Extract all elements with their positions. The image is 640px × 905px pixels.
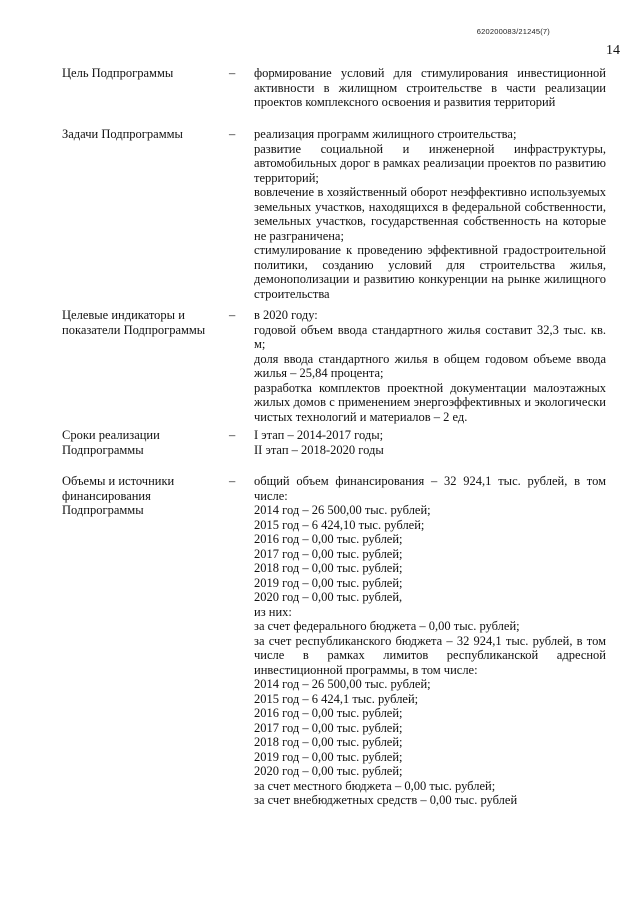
row-label: Сроки реализации Подпрограммы — [62, 428, 160, 457]
text-line: стимулирование к проведению эффективной градостроительной политики, созданию условий для строительства жилья, демонополизации и развитию конкуренции на рынке жилищного строительства — [254, 243, 606, 301]
text-line: 2019 год – 0,00 тыс. рублей; — [254, 575, 403, 590]
text-line: вовлечение в хозяйственный оборот неэффективно используемых земельных участков, находящихся в федеральной собственности, земельных участков, государственная собственность на которые не разграничена; — [254, 185, 606, 243]
text-line: 2017 год – 0,00 тыс. рублей; — [254, 720, 403, 735]
row-dash: – — [229, 127, 236, 141]
row-text — [254, 66, 606, 110]
text-line: 2016 год – 0,00 тыс. рублей; — [254, 706, 403, 720]
text-line: 2014 год – 26 500,00 тыс. рублей; — [254, 677, 431, 691]
row-text — [254, 127, 606, 301]
text-line: в 2020 году: — [254, 308, 318, 322]
row-dash: – — [229, 474, 236, 488]
text-line: из них: — [254, 604, 292, 619]
text-line: за счет федерального бюджета – 0,00 тыс. рублей; — [254, 619, 520, 633]
text-line: разработка комплектов проектной документации малоэтажных жилых домов с применением энергоэффективных и экологически чистых технологий и материалов – 2 ед. — [254, 380, 606, 424]
text-line: 2020 год – 0,00 тыс. рублей; — [254, 764, 403, 778]
text-line: I этап – 2014-2017 годы; — [254, 428, 384, 442]
row-dash: – — [229, 308, 236, 322]
text-line: годовой объем ввода стандартного жилья составит 32,3 тыс. кв. м; — [254, 322, 606, 351]
row-label: Задачи Подпрограммы — [62, 127, 183, 141]
text-line: за счет внебюджетных средств – 0,00 тыс. рублей — [254, 793, 518, 807]
text-line: за счет местного бюджета – 0,00 тыс. рублей; — [254, 778, 496, 793]
row-text — [254, 428, 606, 457]
row-text — [254, 308, 606, 424]
row-dash: – — [229, 66, 236, 80]
text-line: 2017 год – 0,00 тыс. рублей; — [254, 546, 403, 561]
text-line: реализация программ жилищного строительства; — [254, 127, 517, 141]
text-line: формирование условий для стимулирования инвестиционной активности в жилищном строительстве в части реализации проектов комплексного освоения и развития территорий — [254, 66, 606, 109]
text-line: 2018 год – 0,00 тыс. рублей; — [254, 735, 403, 749]
row-dash: – — [229, 428, 236, 442]
text-line: общий объем финансирования – 32 924,1 тыс. рублей, в том числе: — [254, 474, 606, 503]
text-line: развитие социальной и инженерной инфраструктуры, автомобильных дорог в рамках реализации проектов по развитию территорий; — [254, 141, 606, 185]
row-label: Целевые индикаторы и показатели Подпрограммы — [62, 308, 206, 337]
text-line: за счет республиканского бюджета – 32 924,1 тыс. рублей, в том числе в рамках лимитов республиканской адресной инвестиционной программы, в том числе: — [254, 633, 606, 677]
text-line: 2019 год – 0,00 тыс. рублей; — [254, 749, 403, 764]
text-line: 2020 год – 0,00 тыс. рублей, — [254, 590, 403, 604]
row-text — [254, 474, 606, 808]
row-label: Объемы и источники финансирования Подпрограммы — [62, 474, 175, 517]
text-line: 2015 год – 6 424,10 тыс. рублей; — [254, 517, 425, 532]
document-code: 620200083/21245(7) — [476, 27, 550, 36]
text-line: доля ввода стандартного жилья в общем годовом объеме ввода жилья – 25,84 процента; — [254, 351, 606, 380]
text-line: 2016 год – 0,00 тыс. рублей; — [254, 532, 403, 546]
text-line: 2014 год – 26 500,00 тыс. рублей; — [254, 503, 431, 517]
row-label: Цель Подпрограммы — [62, 66, 174, 80]
text-line: 2015 год – 6 424,1 тыс. рублей; — [254, 691, 419, 706]
text-line: 2018 год – 0,00 тыс. рублей; — [254, 561, 403, 575]
text-line: II этап – 2018-2020 годы — [254, 442, 384, 457]
page-number: 14 — [606, 43, 620, 58]
